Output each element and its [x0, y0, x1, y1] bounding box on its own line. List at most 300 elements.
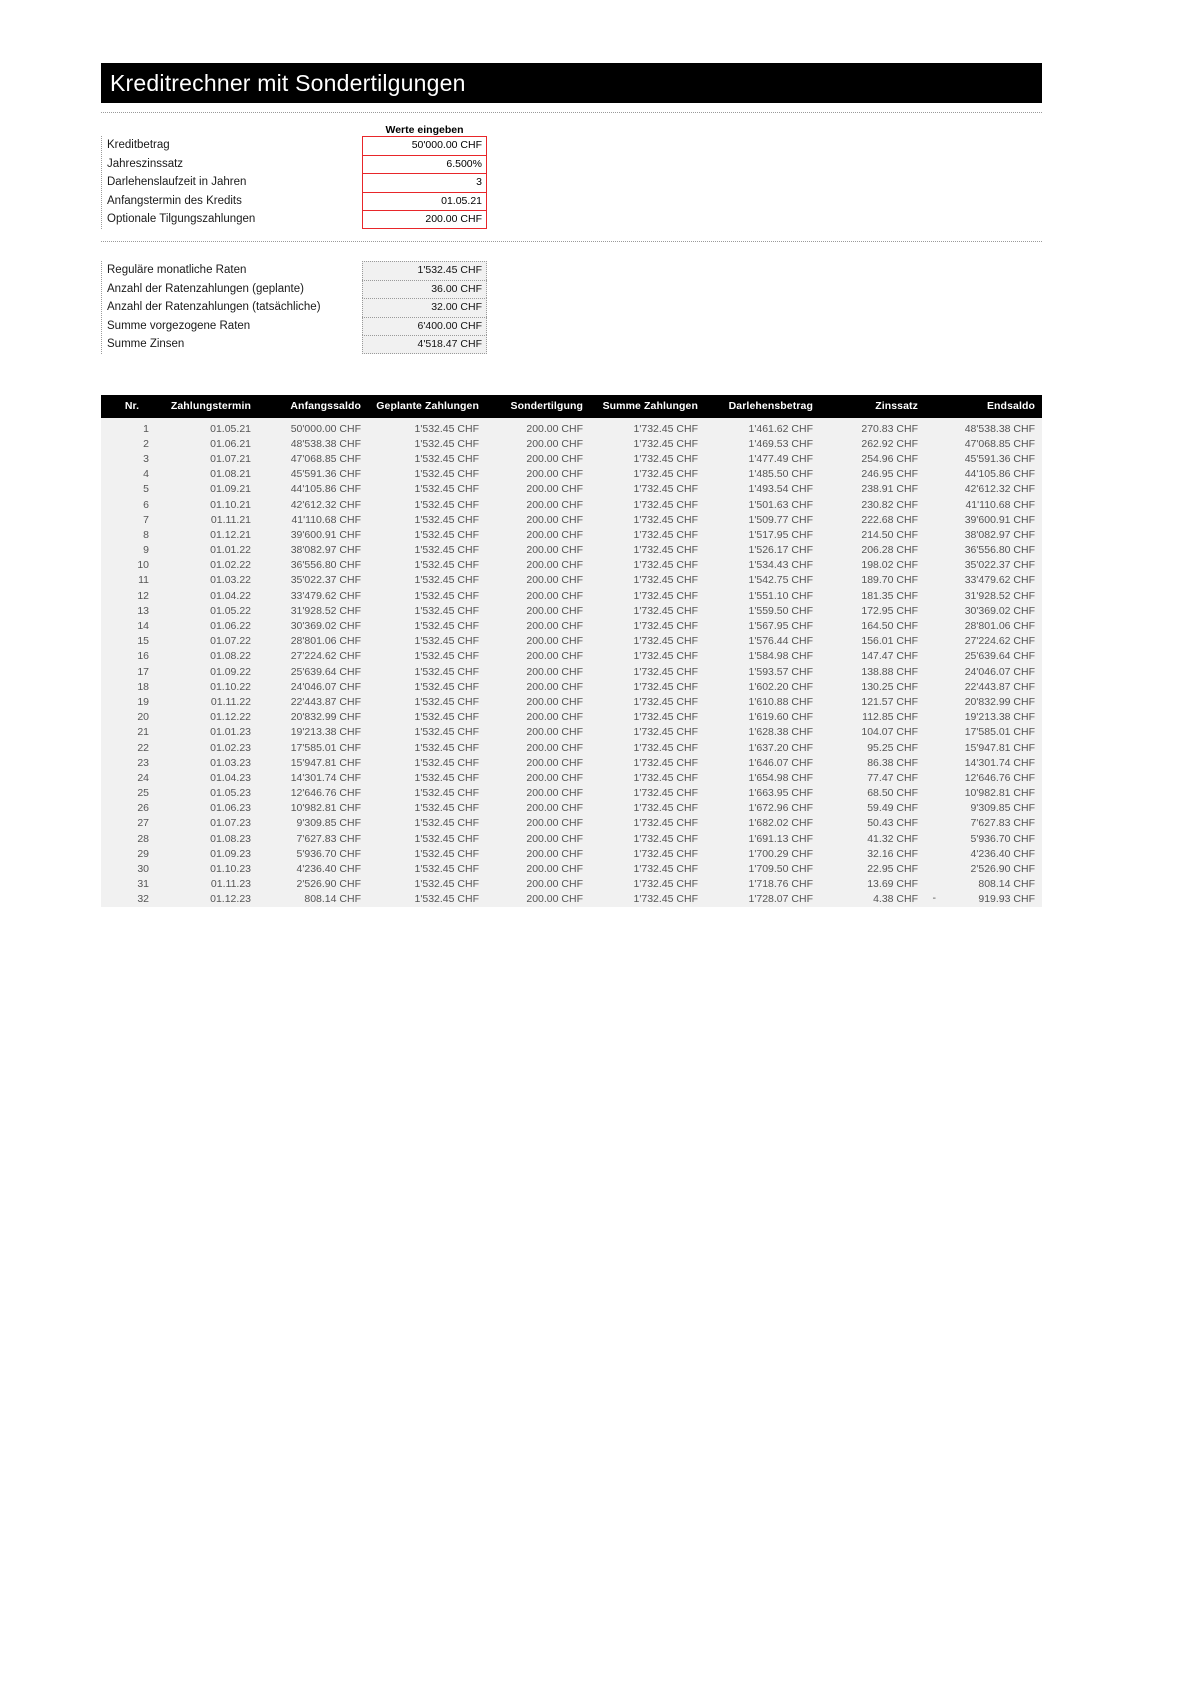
table-cell: 1'532.45 CHF: [368, 618, 486, 633]
table-cell: 33'479.62 CHF: [925, 573, 1042, 588]
table-row: [101, 770, 1042, 785]
table-cell: 1'532.45 CHF: [368, 725, 486, 740]
table-cell: 47'068.85 CHF: [925, 436, 1042, 451]
table-cell: 10'982.81 CHF: [925, 786, 1042, 801]
table-cell: 1'732.45 CHF: [590, 786, 705, 801]
summary-value-5: 4'518.47 CHF: [362, 335, 487, 354]
summary-value-4: 6'400.00 CHF: [362, 317, 487, 336]
table-row: [101, 710, 1042, 725]
table-cell: 112.85 CHF: [820, 710, 925, 725]
table-cell: 20'832.99 CHF: [258, 710, 368, 725]
table-cell: 28'801.06 CHF: [925, 618, 1042, 633]
table-cell: 1'532.45 CHF: [368, 512, 486, 527]
table-row: [101, 527, 1042, 542]
table-cell: 1'732.45 CHF: [590, 482, 705, 497]
table-cell: 1'732.45 CHF: [590, 892, 705, 907]
table-cell: 18: [101, 679, 163, 694]
table-cell: 39'600.91 CHF: [925, 512, 1042, 527]
table-cell: 1'542.75 CHF: [705, 573, 820, 588]
table-cell: 1'532.45 CHF: [368, 816, 486, 831]
document-title-banner: [101, 63, 1042, 103]
table-cell: 262.92 CHF: [820, 436, 925, 451]
table-cell: 4'236.40 CHF: [925, 846, 1042, 861]
table-cell: 200.00 CHF: [486, 436, 590, 451]
column-header-6: Summe Zahlungen: [590, 395, 705, 418]
table-cell: 200.00 CHF: [486, 467, 590, 482]
table-cell: 50'000.00 CHF: [258, 418, 368, 436]
table-cell: 200.00 CHF: [486, 418, 590, 436]
table-cell: 1'532.45 CHF: [368, 877, 486, 892]
table-cell: 1'551.10 CHF: [705, 588, 820, 603]
table-cell: 1'517.95 CHF: [705, 527, 820, 542]
table-cell: 86.38 CHF: [820, 755, 925, 770]
table-row: [101, 725, 1042, 740]
table-cell: 14'301.74 CHF: [258, 770, 368, 785]
table-cell: 28: [101, 831, 163, 846]
table-cell: 95.25 CHF: [820, 740, 925, 755]
table-cell: 1'732.45 CHF: [590, 573, 705, 588]
table-cell: 12'646.76 CHF: [925, 770, 1042, 785]
table-cell: 01.05.23: [163, 786, 258, 801]
table-cell: 156.01 CHF: [820, 634, 925, 649]
table-cell: 15'947.81 CHF: [925, 740, 1042, 755]
table-cell: 22: [101, 740, 163, 755]
table-cell: 1'732.45 CHF: [590, 543, 705, 558]
table-cell: 200.00 CHF: [486, 588, 590, 603]
table-cell: 200.00 CHF: [486, 527, 590, 542]
table-cell: 01.04.22: [163, 588, 258, 603]
table-cell: 27'224.62 CHF: [258, 649, 368, 664]
table-cell: 1'532.45 CHF: [368, 527, 486, 542]
input-field-1[interactable]: 50'000.00 CHF: [362, 136, 487, 155]
table-cell: 59.49 CHF: [820, 801, 925, 816]
table-cell: 12'646.76 CHF: [258, 786, 368, 801]
table-cell: 41'110.68 CHF: [258, 512, 368, 527]
table-cell: 200.00 CHF: [486, 710, 590, 725]
table-cell: 1'532.45 CHF: [368, 786, 486, 801]
table-cell: 200.00 CHF: [486, 831, 590, 846]
table-cell: 198.02 CHF: [820, 558, 925, 573]
table-cell: 23: [101, 755, 163, 770]
table-cell: 4: [101, 467, 163, 482]
table-cell: 30'369.02 CHF: [925, 603, 1042, 618]
table-row: [101, 451, 1042, 466]
table-cell: 1'532.45 CHF: [368, 831, 486, 846]
table-cell: 7: [101, 512, 163, 527]
table-cell: 9'309.85 CHF: [258, 816, 368, 831]
table-cell: 200.00 CHF: [486, 755, 590, 770]
table-cell: 808.14 CHF: [258, 892, 368, 907]
table-cell: 25'639.64 CHF: [925, 649, 1042, 664]
table-cell: 1'663.95 CHF: [705, 786, 820, 801]
table-cell: 35'022.37 CHF: [925, 558, 1042, 573]
table-cell: 25'639.64 CHF: [258, 664, 368, 679]
table-cell: 1'532.45 CHF: [368, 846, 486, 861]
table-cell: 01.01.22: [163, 543, 258, 558]
table-cell: 1'628.38 CHF: [705, 725, 820, 740]
summary-row-label: Summe Zinsen: [107, 338, 185, 350]
divider-mid: [101, 241, 1042, 242]
table-cell: 44'105.86 CHF: [258, 482, 368, 497]
summary-values-column: [362, 261, 487, 354]
table-row: [101, 740, 1042, 755]
table-cell: 16: [101, 649, 163, 664]
table-cell: 19'213.38 CHF: [925, 710, 1042, 725]
table-cell: 01.06.21: [163, 436, 258, 451]
table-cell: 24: [101, 770, 163, 785]
table-cell: 01.05.21: [163, 418, 258, 436]
table-cell: 200.00 CHF: [486, 816, 590, 831]
table-cell: 38'082.97 CHF: [258, 543, 368, 558]
table-cell: 1: [101, 418, 163, 436]
divider-top: [101, 112, 1042, 113]
table-cell: 5: [101, 482, 163, 497]
table-cell: 01.05.22: [163, 603, 258, 618]
table-row: [101, 482, 1042, 497]
table-cell: 1'532.45 CHF: [368, 679, 486, 694]
column-header-4: Geplante Zahlungen: [368, 395, 486, 418]
table-cell: 01.08.23: [163, 831, 258, 846]
table-cell: 1'461.62 CHF: [705, 418, 820, 436]
table-cell: 1'732.45 CHF: [590, 664, 705, 679]
table-cell: 31: [101, 877, 163, 892]
table-row: [101, 543, 1042, 558]
table-cell: 6: [101, 497, 163, 512]
table-cell: 1'532.45 CHF: [368, 436, 486, 451]
table-cell: 1'732.45 CHF: [590, 710, 705, 725]
table-cell: 1'532.45 CHF: [368, 710, 486, 725]
table-row: [101, 786, 1042, 801]
table-cell: 8: [101, 527, 163, 542]
table-cell: 246.95 CHF: [820, 467, 925, 482]
table-cell: 27: [101, 816, 163, 831]
table-cell: 206.28 CHF: [820, 543, 925, 558]
table-cell: 30'369.02 CHF: [258, 618, 368, 633]
table-cell: 1'700.29 CHF: [705, 846, 820, 861]
table-cell: 32.16 CHF: [820, 846, 925, 861]
table-cell: 1'532.45 CHF: [368, 497, 486, 512]
table-cell: 1'732.45 CHF: [590, 588, 705, 603]
table-cell: 1'532.45 CHF: [368, 740, 486, 755]
table-cell: 14'301.74 CHF: [925, 755, 1042, 770]
table-cell: 30: [101, 861, 163, 876]
table-body: [101, 418, 1042, 907]
table-cell: 17'585.01 CHF: [258, 740, 368, 755]
table-cell: 1'732.45 CHF: [590, 603, 705, 618]
table-cell: 48'538.38 CHF: [258, 436, 368, 451]
table-cell: 7'627.83 CHF: [258, 831, 368, 846]
table-cell: 200.00 CHF: [486, 679, 590, 694]
table-cell: 10: [101, 558, 163, 573]
table-cell: 1'691.13 CHF: [705, 831, 820, 846]
table-row: [101, 588, 1042, 603]
table-cell: 01.07.22: [163, 634, 258, 649]
table-cell: 808.14 CHF: [925, 877, 1042, 892]
table-cell: 17'585.01 CHF: [925, 725, 1042, 740]
table-cell: 1'584.98 CHF: [705, 649, 820, 664]
table-cell: 200.00 CHF: [486, 558, 590, 573]
input-row-label: Jahreszinssatz: [107, 157, 184, 170]
input-field-3[interactable]: 3: [362, 173, 487, 192]
table-cell: 1'567.95 CHF: [705, 618, 820, 633]
table-cell: 4'236.40 CHF: [258, 861, 368, 876]
table-cell: 10'982.81 CHF: [258, 801, 368, 816]
table-cell: 1'732.45 CHF: [590, 436, 705, 451]
table-cell: 1'732.45 CHF: [590, 740, 705, 755]
table-cell: 1'732.45 CHF: [590, 527, 705, 542]
column-header-2: Zahlungstermin: [163, 395, 258, 418]
table-row: [101, 618, 1042, 633]
table-cell: 200.00 CHF: [486, 740, 590, 755]
table-cell: 15'947.81 CHF: [258, 755, 368, 770]
table-cell: 9'309.85 CHF: [925, 801, 1042, 816]
table-cell: 1'559.50 CHF: [705, 603, 820, 618]
table-cell: 41'110.68 CHF: [925, 497, 1042, 512]
table-cell: 1'593.57 CHF: [705, 664, 820, 679]
table-cell: 1'532.45 CHF: [368, 770, 486, 785]
summary-row-label: Anzahl der Ratenzahlungen (geplante): [107, 282, 304, 295]
table-cell: 01.06.23: [163, 801, 258, 816]
table-row: [101, 603, 1042, 618]
table-cell: 01.04.23: [163, 770, 258, 785]
table-cell: 200.00 CHF: [486, 512, 590, 527]
input-row-label: Anfangstermin des Kredits: [107, 194, 242, 207]
table-cell: 104.07 CHF: [820, 725, 925, 740]
table-cell: 13.69 CHF: [820, 877, 925, 892]
table-cell: 42'612.32 CHF: [925, 482, 1042, 497]
summary-value-1: 1'532.45 CHF: [362, 261, 487, 280]
table-cell: 1'732.45 CHF: [590, 725, 705, 740]
input-field-5[interactable]: 200.00 CHF: [362, 210, 487, 229]
table-cell: 200.00 CHF: [486, 877, 590, 892]
table-row: [101, 831, 1042, 846]
table-cell: 1'732.45 CHF: [590, 634, 705, 649]
table-cell: 189.70 CHF: [820, 573, 925, 588]
input-field-4[interactable]: 01.05.21: [362, 192, 487, 211]
column-header-7: Darlehensbetrag: [705, 395, 820, 418]
table-cell: 1'646.07 CHF: [705, 755, 820, 770]
table-cell: 200.00 CHF: [486, 497, 590, 512]
table-cell: 36'556.80 CHF: [258, 558, 368, 573]
table-row: [101, 573, 1042, 588]
table-header-row: [101, 395, 1042, 418]
table-cell: 1'732.45 CHF: [590, 512, 705, 527]
table-cell: 01.10.21: [163, 497, 258, 512]
table-cell: 11: [101, 573, 163, 588]
summary-row-label: Anzahl der Ratenzahlungen (tatsächliche): [107, 301, 321, 313]
table-cell: 200.00 CHF: [486, 649, 590, 664]
table-cell: 47'068.85 CHF: [258, 451, 368, 466]
table-cell: 4.38 CHF -: [820, 892, 925, 907]
table-cell: 1'709.50 CHF: [705, 861, 820, 876]
table-cell: 200.00 CHF: [486, 634, 590, 649]
input-field-2[interactable]: 6.500%: [362, 155, 487, 174]
table-cell: 26: [101, 801, 163, 816]
table-cell: 77.47 CHF: [820, 770, 925, 785]
table-cell: 200.00 CHF: [486, 451, 590, 466]
column-header-5: Sondertilgung: [486, 395, 590, 418]
table-cell: 68.50 CHF: [820, 786, 925, 801]
column-header-8: Zinssatz: [820, 395, 925, 418]
input-column-header: Werte eingeben: [385, 124, 464, 136]
table-cell: 01.12.22: [163, 710, 258, 725]
table-cell: 25: [101, 786, 163, 801]
table-cell: 130.25 CHF: [820, 679, 925, 694]
table-cell: 3: [101, 451, 163, 466]
table-cell: 41.32 CHF: [820, 831, 925, 846]
table-row: [101, 801, 1042, 816]
table-cell: 121.57 CHF: [820, 694, 925, 709]
table-cell: 1'532.45 CHF: [368, 755, 486, 770]
table-row: [101, 816, 1042, 831]
table-cell: 1'532.45 CHF: [368, 573, 486, 588]
table-row: [101, 418, 1042, 436]
table-row: [101, 649, 1042, 664]
table-cell: 200.00 CHF: [486, 786, 590, 801]
table-cell: 45'591.36 CHF: [258, 467, 368, 482]
table-cell: 31'928.52 CHF: [925, 588, 1042, 603]
table-cell: 1'532.45 CHF: [368, 861, 486, 876]
table-cell: 1'637.20 CHF: [705, 740, 820, 755]
table-cell: 01.03.23: [163, 755, 258, 770]
table-cell: 01.10.23: [163, 861, 258, 876]
table-row: [101, 892, 1042, 907]
table-row: [101, 467, 1042, 482]
table-cell: 200.00 CHF: [486, 664, 590, 679]
table-cell: 01.09.23: [163, 846, 258, 861]
table-cell: 12: [101, 588, 163, 603]
table-cell: 01.11.22: [163, 694, 258, 709]
table-cell: 48'538.38 CHF: [925, 418, 1042, 436]
table-cell: 1'602.20 CHF: [705, 679, 820, 694]
table-cell: 5'936.70 CHF: [925, 831, 1042, 846]
table-row: [101, 558, 1042, 573]
table-cell: 42'612.32 CHF: [258, 497, 368, 512]
table-cell: 33'479.62 CHF: [258, 588, 368, 603]
table-cell: 01.06.22: [163, 618, 258, 633]
table-cell: 1'532.45 CHF: [368, 482, 486, 497]
table-cell: 01.09.22: [163, 664, 258, 679]
input-row-label: Kreditbetrag: [107, 139, 170, 151]
table-cell: 1'732.45 CHF: [590, 816, 705, 831]
table-cell: 222.68 CHF: [820, 512, 925, 527]
table-cell: 01.03.22: [163, 573, 258, 588]
table-cell: 01.09.21: [163, 482, 258, 497]
table-cell: 200.00 CHF: [486, 618, 590, 633]
table-cell: 1'532.45 CHF: [368, 543, 486, 558]
table-cell: 1'654.98 CHF: [705, 770, 820, 785]
table-cell: 1'732.45 CHF: [590, 418, 705, 436]
table-cell: 01.07.23: [163, 816, 258, 831]
column-header-1: Nr.: [101, 395, 163, 418]
table-cell: 1'732.45 CHF: [590, 467, 705, 482]
table-cell: 1'718.76 CHF: [705, 877, 820, 892]
table-cell: 1'477.49 CHF: [705, 451, 820, 466]
table-cell: 1'610.88 CHF: [705, 694, 820, 709]
table-cell: 200.00 CHF: [486, 694, 590, 709]
table-cell: 01.12.23: [163, 892, 258, 907]
table-cell: 200.00 CHF: [486, 725, 590, 740]
table-cell: 28'801.06 CHF: [258, 634, 368, 649]
table-cell: 32: [101, 892, 163, 907]
table-cell: 200.00 CHF: [486, 573, 590, 588]
table-row: [101, 694, 1042, 709]
table-cell: 01.01.23: [163, 725, 258, 740]
table-cell: 214.50 CHF: [820, 527, 925, 542]
table-cell: 1'532.45 CHF: [368, 801, 486, 816]
table-cell: 1'532.45 CHF: [368, 588, 486, 603]
column-header-3: Anfangssaldo: [258, 395, 368, 418]
table-cell: 29: [101, 846, 163, 861]
table-cell: 1'732.45 CHF: [590, 618, 705, 633]
table-cell: 19'213.38 CHF: [258, 725, 368, 740]
table-row: [101, 679, 1042, 694]
table-cell: 1'576.44 CHF: [705, 634, 820, 649]
table-cell: 01.08.22: [163, 649, 258, 664]
table-cell: 1'732.45 CHF: [590, 801, 705, 816]
table-cell: 1'732.45 CHF: [590, 877, 705, 892]
table-cell: 200.00 CHF: [486, 846, 590, 861]
table-cell: 1'534.43 CHF: [705, 558, 820, 573]
table-cell: 1'532.45 CHF: [368, 634, 486, 649]
table-cell: 164.50 CHF: [820, 618, 925, 633]
table-cell: 22.95 CHF: [820, 861, 925, 876]
table-cell: 20: [101, 710, 163, 725]
table-cell: 200.00 CHF: [486, 770, 590, 785]
table-cell: 1'732.45 CHF: [590, 770, 705, 785]
table-cell: 31'928.52 CHF: [258, 603, 368, 618]
table-row: [101, 436, 1042, 451]
table-cell: 38'082.97 CHF: [925, 527, 1042, 542]
table-cell: 7'627.83 CHF: [925, 816, 1042, 831]
table-cell: 36'556.80 CHF: [925, 543, 1042, 558]
input-values-column[interactable]: [362, 136, 487, 229]
table-cell: 01.08.21: [163, 467, 258, 482]
column-header-9: Endsaldo: [925, 395, 1042, 418]
summary-value-2: 36.00 CHF: [362, 280, 487, 299]
table-cell: 1'732.45 CHF: [590, 831, 705, 846]
table-cell: 1'732.45 CHF: [590, 694, 705, 709]
table-cell: 1'732.45 CHF: [590, 846, 705, 861]
table-cell: 1'672.96 CHF: [705, 801, 820, 816]
table-cell: 1'682.02 CHF: [705, 816, 820, 831]
table-cell: 2'526.90 CHF: [925, 861, 1042, 876]
table-row: [101, 664, 1042, 679]
table-cell: 1'532.45 CHF: [368, 603, 486, 618]
table-cell: 19: [101, 694, 163, 709]
table-cell: 1'732.45 CHF: [590, 497, 705, 512]
table-cell: 24'046.07 CHF: [258, 679, 368, 694]
table-cell: 270.83 CHF: [820, 418, 925, 436]
table-cell: 27'224.62 CHF: [925, 634, 1042, 649]
table-cell: 1'469.53 CHF: [705, 436, 820, 451]
table-cell: 238.91 CHF: [820, 482, 925, 497]
input-labels-column: [101, 136, 362, 229]
summary-row-label: Reguläre monatliche Raten: [107, 264, 247, 276]
table-cell: 22'443.87 CHF: [258, 694, 368, 709]
table-cell: 1'732.45 CHF: [590, 649, 705, 664]
table-cell: 1'485.50 CHF: [705, 467, 820, 482]
table-cell: 1'732.45 CHF: [590, 451, 705, 466]
table-cell: 13: [101, 603, 163, 618]
table-cell: 200.00 CHF: [486, 543, 590, 558]
table-cell: 1'509.77 CHF: [705, 512, 820, 527]
table-cell: 919.93 CHF: [925, 892, 1042, 907]
summary-labels-column: [101, 261, 362, 354]
table-cell: 1'532.45 CHF: [368, 649, 486, 664]
table-cell: 1'532.45 CHF: [368, 418, 486, 436]
table-cell: 44'105.86 CHF: [925, 467, 1042, 482]
